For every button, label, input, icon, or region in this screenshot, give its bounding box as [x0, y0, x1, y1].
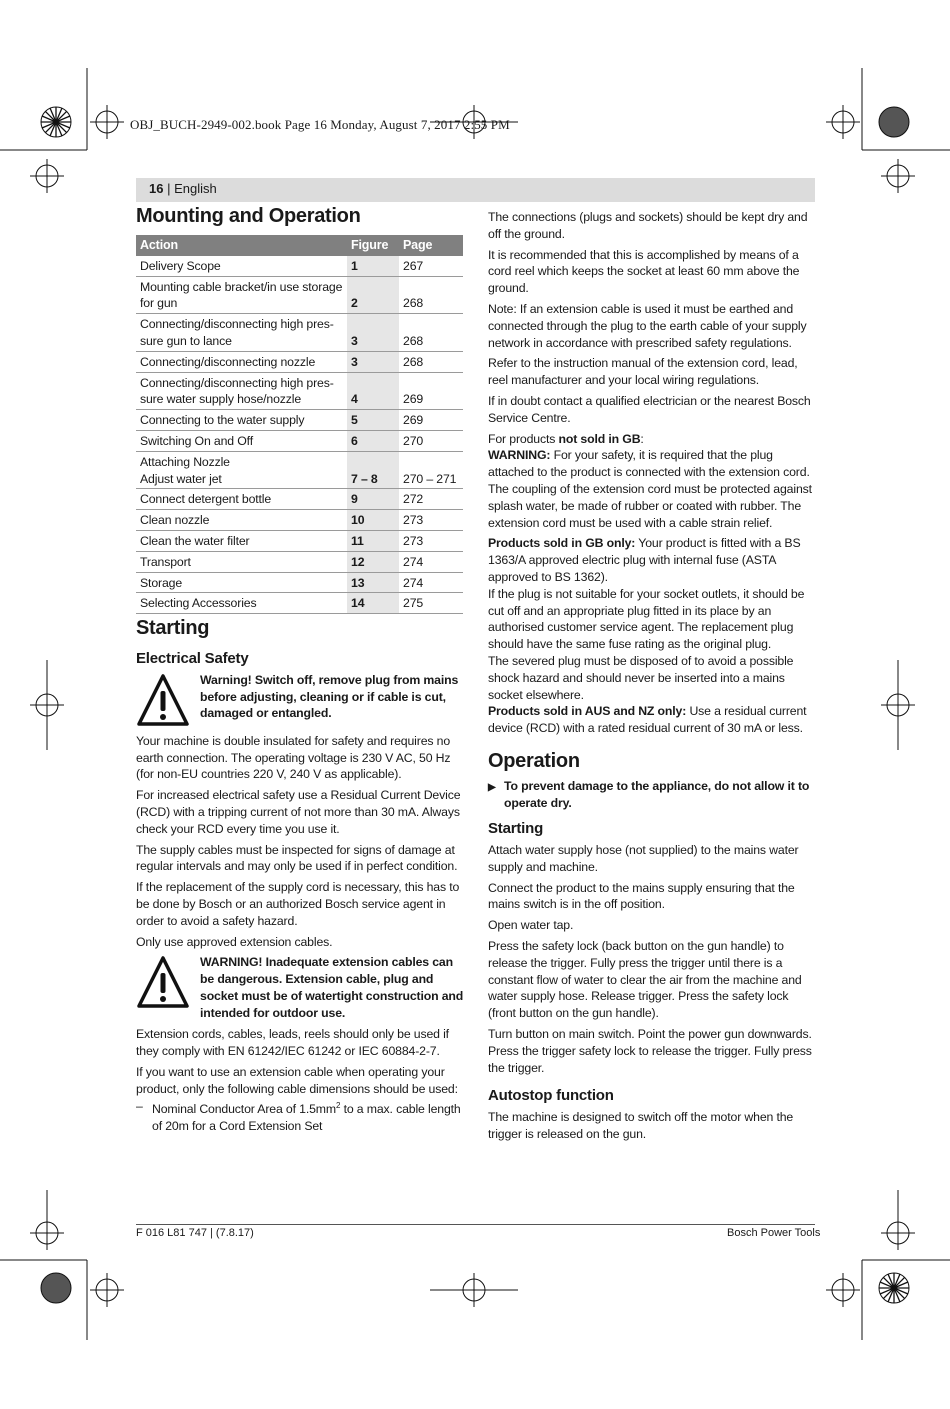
table-row	[136, 276, 463, 314]
table-row	[136, 530, 463, 551]
table-cell-page: 269	[399, 410, 463, 431]
paragraph: It is recommended that this is accomplished by means of a cord reel which keeps the socket at least 60 mm above the ground.	[488, 247, 800, 296]
operation-bullet	[488, 778, 818, 812]
table-cell-figure: 5	[347, 410, 399, 431]
table-header-page: Page	[399, 235, 463, 256]
table-cell-action: Connecting to the water supply	[136, 410, 347, 431]
dash-item-text	[152, 1098, 466, 1135]
table-cell-action: Storage	[136, 572, 347, 593]
table-cell-figure: 14	[347, 593, 399, 614]
table-row	[136, 572, 463, 593]
table-cell-page: 272	[399, 489, 463, 510]
text-span: Use a residual current device (RCD) with a rated residual current of 30 mA or less.	[488, 704, 807, 736]
paragraph: The supply cables must be inspected for signs of damage at regular intervals and may only be used if in perfect condition.	[136, 842, 458, 874]
paragraph: Open water tap.	[488, 918, 574, 933]
table-cell-figure: 13	[347, 572, 399, 593]
table-row	[136, 489, 463, 510]
section-title-operation: Operation	[488, 749, 580, 772]
page-header	[149, 181, 217, 196]
left-column	[136, 205, 466, 1134]
table-row	[136, 351, 463, 372]
paragraph: If the replacement of the supply cord is necessary, this has to be done by Bosch or an authorized Bosch service agent in order to avoid a safety hazard.	[136, 880, 460, 928]
warning-text-2: WARNING! Inadequate extension cables can be dangerous. Extension cable, plug and socket must be of watertight construction and intended for outdoor use.	[200, 955, 464, 1020]
warning-block-2	[136, 954, 466, 1021]
paragraph: Note: If an extension cable is used it must be earthed and connected through the plug to the earth cable of your supply network in accordance with prescribed safety regulations.	[488, 301, 807, 350]
table-cell-action: Connecting/disconnecting nozzle	[136, 351, 347, 372]
table-cell-page: 275	[399, 593, 463, 614]
paragraph: Connect the product to the mains supply ensuring that the mains switch is in the off position.	[488, 880, 795, 912]
paragraph: Refer to the instruction manual of the extension cord, lead, reel manufacturer and your local wiring regulations.	[488, 356, 798, 388]
text-span: Your product is fitted with a BS 1363/A approved electric plug with internal fuse (ASTA approved to BS 1362).	[488, 536, 801, 584]
table-row	[136, 256, 463, 276]
page-header-band	[136, 178, 815, 202]
table-cell-page: 267	[399, 256, 463, 276]
table-cell-action	[136, 451, 347, 489]
bold-span: not sold in GB	[558, 431, 641, 446]
bold-label: WARNING:	[488, 448, 551, 463]
text-span: :	[640, 431, 644, 446]
paragraph: Only use approved extension cables.	[136, 934, 333, 949]
table-cell-page: 268	[399, 351, 463, 372]
table-cell-page: 270	[399, 430, 463, 451]
table-cell-action: Connecting/disconnecting high pres-sure water supply hose/nozzle	[136, 372, 347, 410]
table-cell-action: Switching On and Off	[136, 430, 347, 451]
table-cell-figure: 6	[347, 430, 399, 451]
table-cell-action-line2: Adjust water jet	[140, 471, 222, 486]
table-cell-figure: 10	[347, 510, 399, 531]
page-header-separator: |	[167, 181, 171, 196]
paragraph: If the plug is not suitable for your socket outlets, it should be cut off and an appropriate plug fitted in its place by an authorised customer service agent. The replacement plug should have the same fuse rating as the original plug.	[488, 586, 805, 652]
warning-triangle-icon	[136, 672, 190, 728]
footer-doc-code: F 016 L81 747 | (7.8.17)	[136, 1227, 254, 1239]
paragraph: Press the safety lock (back button on the gun handle) to release the trigger. Fully press the trigger until there is a constant flow of water to clear the air from the machine and water supply hose. Release trigger. Press the safety lock (front button on the gun handle).	[488, 939, 802, 1021]
table-cell-page: 268	[399, 314, 463, 352]
table-cell-action: Clean nozzle	[136, 510, 347, 531]
table-row	[136, 372, 463, 410]
table-cell-figure: 3	[347, 314, 399, 352]
bold-label: Products sold in AUS and NZ only:	[488, 704, 687, 719]
text-span: For your safety, it is required that the plug attached to the product is connected with the extension cord. The coupling of the extension cord must be protected against splash water, be made of rubber or coated with rubber. The extension cord must be used with a cable strain relief.	[488, 448, 812, 530]
table-cell-action: Mounting cable bracket/in use storage for gun	[136, 276, 347, 314]
paragraph-warning	[488, 447, 818, 531]
paragraph: For increased electrical safety use a Residual Current Device (RCD) with a tripping current of not more than 30 mA. Always check your RCD every time you use it.	[136, 788, 461, 836]
table-row	[136, 593, 463, 614]
table-header-figure: Figure	[347, 235, 399, 256]
table-cell-page: 273	[399, 530, 463, 551]
table-row	[136, 430, 463, 451]
paragraph: The severed plug must be disposed of to avoid a possible shock hazard and should never be inserted into a mains socket elsewhere.	[488, 653, 794, 702]
dash-item-text-b: to a max. cable length of 20m for a Cord Extension Set	[152, 1101, 461, 1133]
subsection-title-starting: Starting	[488, 820, 544, 838]
section-title-starting: Starting	[136, 617, 210, 640]
page-number: 16	[149, 181, 164, 196]
table-row	[136, 410, 463, 431]
file-header: OBJ_BUCH-2949-002.book Page 16 Monday, August 7, 2017 2:55 PM	[130, 117, 510, 132]
text-span: For products	[488, 431, 559, 446]
table-cell-action: Clean the water filter	[136, 530, 347, 551]
table-cell-figure: 7 – 8	[347, 451, 399, 489]
mounting-table	[136, 235, 463, 614]
paragraph: If you want to use an extension cable when operating your product, only the following cable dimensions should be used:	[136, 1065, 458, 1096]
table-row	[136, 314, 463, 352]
table-cell-action-line1: Attaching Nozzle	[140, 454, 230, 469]
table-cell-page: 268	[399, 276, 463, 314]
table-cell-page: 274	[399, 572, 463, 593]
paragraph: If in doubt contact a qualified electrician or the nearest Bosch Service Centre.	[488, 393, 811, 425]
table-cell-figure: 4	[347, 372, 399, 410]
table-header-action: Action	[136, 235, 347, 256]
paragraph-aus-nz	[488, 703, 818, 737]
footer-rule	[136, 1224, 815, 1225]
table-cell-figure: 1	[347, 256, 399, 276]
warning-triangle-icon	[136, 954, 190, 1010]
paragraph-gb-only	[488, 535, 818, 585]
table-cell-figure: 3	[347, 351, 399, 372]
dash-item-superscript: 2	[336, 1100, 341, 1110]
paragraph: Turn button on main switch. Point the power gun downwards. Press the trigger safety lock to release the trigger. Fully press the trigger.	[488, 1027, 812, 1075]
operation-bullet-text: To prevent damage to the appliance, do not allow it to operate dry.	[504, 778, 810, 810]
table-row	[136, 510, 463, 531]
table-cell-figure: 2	[347, 276, 399, 314]
table-cell-page: 274	[399, 551, 463, 572]
table-cell-figure: 11	[347, 530, 399, 551]
dash-marker: –	[136, 1098, 143, 1113]
subsection-title-autostop: Autostop function	[488, 1087, 614, 1105]
dash-list-item	[136, 1098, 466, 1135]
table-cell-action: Connecting/disconnecting high pres-sure gun to lance	[136, 314, 347, 352]
table-cell-action: Selecting Accessories	[136, 593, 347, 614]
table-cell-figure: 12	[347, 551, 399, 572]
footer-brand: Bosch Power Tools	[727, 1227, 821, 1239]
paragraph: Attach water supply hose (not supplied) to the mains water supply and machine.	[488, 843, 799, 874]
dash-item-text-a: Nominal Conductor Area of 1.5mm	[152, 1101, 336, 1116]
table-cell-page: 273	[399, 510, 463, 531]
warning-text-1: Warning! Switch off, remove plug from mains before adjusting, cleaning or if cable is cut, damaged or entangled.	[200, 672, 459, 721]
page-language: English	[174, 181, 217, 196]
table-cell-page: 269	[399, 372, 463, 410]
section-title-mounting: Mounting and Operation	[136, 205, 361, 227]
table-cell-action: Delivery Scope	[136, 256, 347, 276]
bold-label: Products sold in GB only:	[488, 536, 636, 551]
paragraph: The connections (plugs and sockets) should be kept dry and off the ground.	[488, 210, 808, 241]
table-cell-action: Transport	[136, 551, 347, 572]
paragraph: Your machine is double insulated for safety and requires no earth connection. The operating voltage is 230 V AC, 50 Hz (for non-EU countries 220 V, 240 V as applicable).	[136, 733, 451, 782]
subsection-title-electrical-safety: Electrical Safety	[136, 649, 249, 667]
table-cell-page: 270 – 271	[399, 451, 463, 489]
paragraph: The machine is designed to switch off the motor when the trigger is released on the gun.	[488, 1110, 794, 1142]
table-header-row	[136, 235, 463, 256]
table-row	[136, 451, 463, 489]
paragraph-not-sold-gb	[488, 431, 818, 448]
arrow-bullet-icon: ▶	[488, 781, 496, 793]
table-cell-figure: 9	[347, 489, 399, 510]
table-row	[136, 551, 463, 572]
right-column	[488, 209, 818, 1147]
paragraph: Extension cords, cables, leads, reels should only be used if they comply with EN 61242/IEC 61242 or IEC 60884-2-7.	[136, 1027, 449, 1059]
warning-block-1	[136, 672, 466, 728]
table-cell-action: Connect detergent bottle	[136, 489, 347, 510]
